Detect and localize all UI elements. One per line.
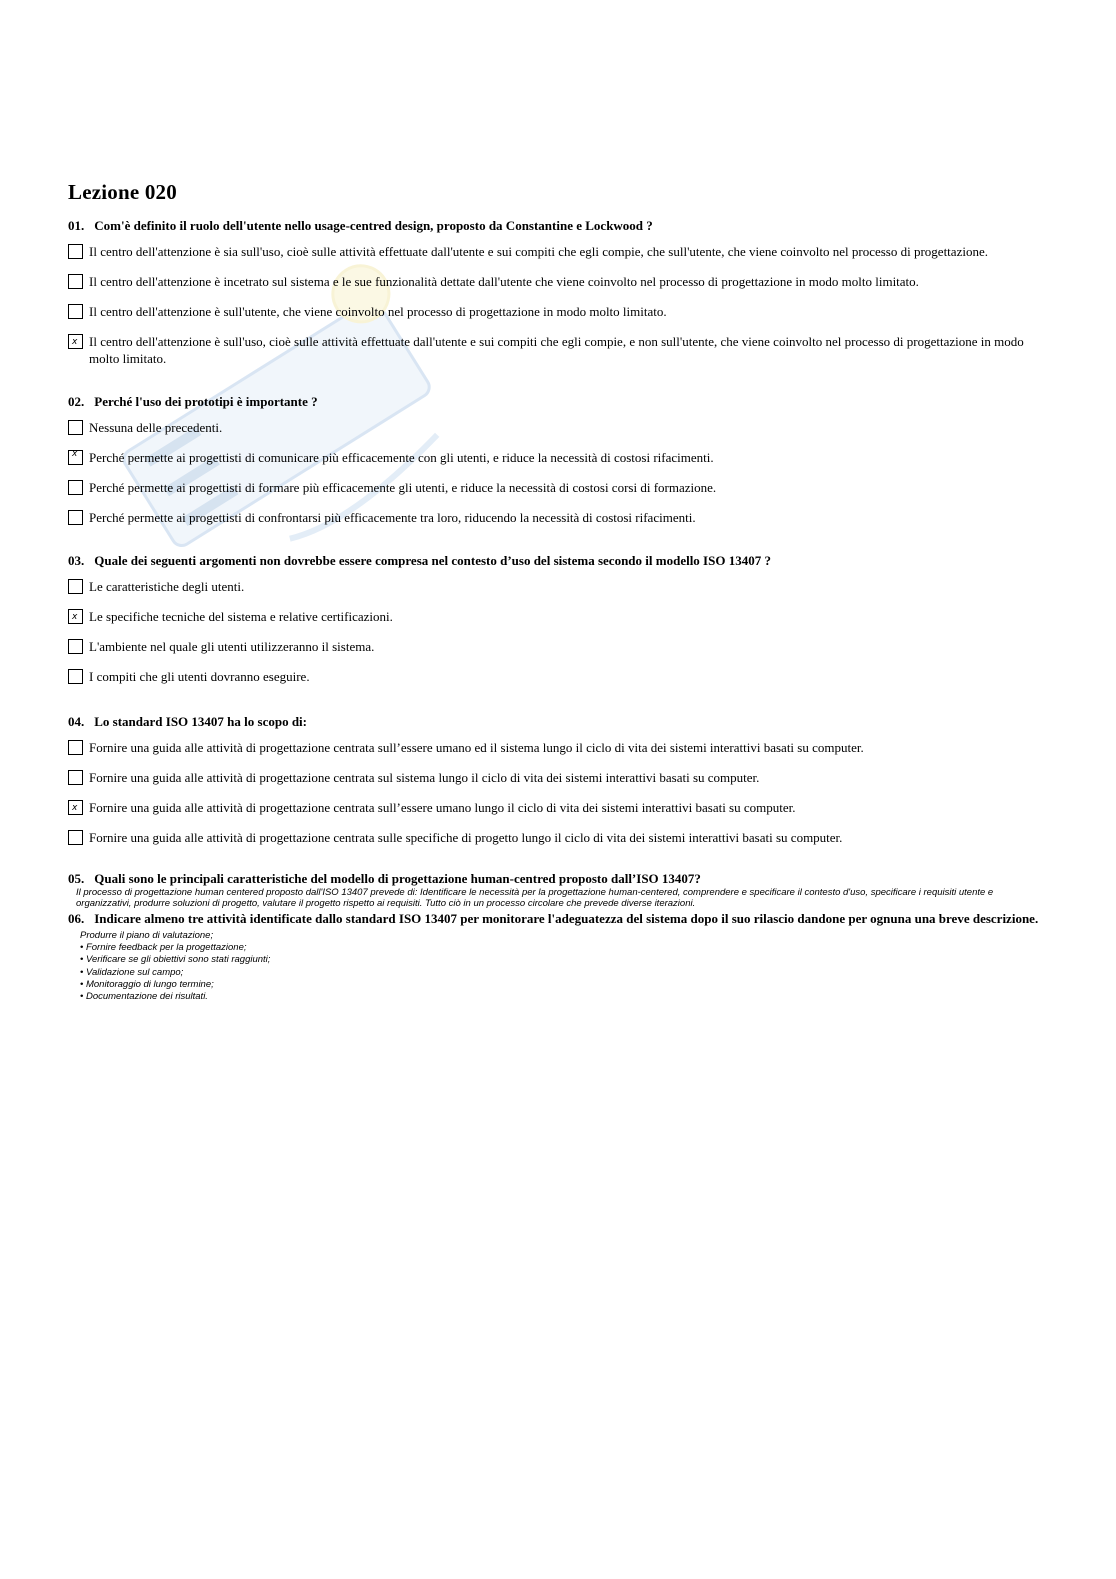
list-item: • Verificare se gli obiettivi sono stati raggiunti;	[80, 954, 271, 966]
answer-option: Fornire una guida alle attività di progettazione centrata sul sistema lungo il ciclo di vita dei sistemi interattivi basati su computer.	[68, 769, 1048, 786]
answer-option: x Perché permette ai progettisti di comunicare più efficacemente con gli utenti, e riduce la necessità di costosi rifacimenti.	[68, 449, 1048, 466]
answer-option: x Fornire una guida alle attività di progettazione centrata sull’essere umano lungo il ciclo di vita dei sistemi interattivi basati su computer.	[68, 799, 1048, 816]
question-05	[68, 871, 1048, 909]
answer-option: x Le specifiche tecniche del sistema e relative certificazioni.	[68, 608, 1048, 625]
question-02	[68, 394, 1048, 526]
checkbox-checked[interactable]: x	[68, 450, 83, 465]
answer-option: Il centro dell'attenzione è sia sull'uso, cioè sulle attività effettuate dall'utente e sui compiti che egli compie, che sull'utente, che viene coinvolto nel processo di progettazione.	[68, 243, 1048, 260]
answer-option: I compiti che gli utenti dovranno eseguire.	[68, 668, 1048, 685]
answer-option: Il centro dell'attenzione è sull'utente, che viene coinvolto nel processo di progettazione in modo molto limitato.	[68, 303, 1048, 320]
lesson-title: Lezione 020	[68, 180, 177, 204]
question-title: 06. Indicare almeno tre attività identificate dallo standard ISO 13407 per monitorare l'adeguatezza del sistema dopo il suo rilascio dandone per ognuna una breve descrizione.	[68, 911, 1039, 926]
list-item: • Fornire feedback per la progettazione;	[80, 942, 247, 954]
question-title: 01. Com'è definito il ruolo dell'utente nello usage-centred design, proposto da Constantine e Lockwood ?	[68, 218, 653, 233]
answer-option: L'ambiente nel quale gli utenti utilizzeranno il sistema.	[68, 638, 1048, 655]
checkbox-checked[interactable]: x	[68, 334, 83, 349]
answer-option: Le caratteristiche degli utenti.	[68, 578, 1048, 595]
checkbox[interactable]	[68, 480, 83, 495]
checkbox[interactable]	[68, 740, 83, 755]
checkbox[interactable]	[68, 669, 83, 684]
checkbox[interactable]	[68, 274, 83, 289]
checkbox[interactable]	[68, 830, 83, 845]
question-01	[68, 218, 1048, 367]
checkbox-checked[interactable]: x	[68, 800, 83, 815]
question-06	[68, 911, 1048, 1003]
question-03	[68, 553, 1048, 685]
answer-option: x Il centro dell'attenzione è sull'uso, cioè sulle attività effettuate dall'utente e sui compiti che egli compie, e non sull'utente, che viene coinvolto nel processo di progettazione in modo molto limitato.	[68, 333, 1048, 367]
checkbox[interactable]	[68, 770, 83, 785]
answer-option: Il centro dell'attenzione è incetrato sul sistema e le sue funzionalità dettate dall'utente che viene coinvolto nel processo di progettazione in modo molto limitato.	[68, 273, 1048, 290]
checkbox[interactable]	[68, 639, 83, 654]
checkbox[interactable]	[68, 420, 83, 435]
question-title: 03. Quale dei seguenti argomenti non dovrebbe essere compresa nel contesto d’uso del sistema secondo il modello ISO 13407 ?	[68, 553, 771, 568]
checkbox[interactable]	[68, 510, 83, 525]
question-title: 05. Quali sono le principali caratteristiche del modello di progettazione human-centred proposto dall’ISO 13407?	[68, 871, 701, 886]
checkbox[interactable]	[68, 304, 83, 319]
list-item: Produrre il piano di valutazione;	[80, 930, 214, 941]
list-item: • Monitoraggio di lungo termine;	[80, 978, 214, 990]
checkbox-checked[interactable]: x	[68, 609, 83, 624]
question-title: 04. Lo standard ISO 13407 ha lo scopo di:	[68, 714, 307, 729]
answer-option: Fornire una guida alle attività di progettazione centrata sull’essere umano ed il sistema lungo il ciclo di vita dei sistemi interattivi basati su computer.	[68, 739, 1048, 756]
checkbox[interactable]	[68, 579, 83, 594]
answer-option: Perché permette ai progettisti di confrontarsi più efficacemente tra loro, riducendo la necessità di costosi rifacimenti.	[68, 509, 1048, 526]
document-page	[68, 180, 1048, 1003]
answer-option: Fornire una guida alle attività di progettazione centrata sulle specifiche di progetto lungo il ciclo di vita dei sistemi interattivi basati su computer.	[68, 829, 1048, 846]
list-item: • Documentazione dei risultati.	[80, 991, 208, 1003]
answer-option: Perché permette ai progettisti di formare più efficacemente gli utenti, e riduce la necessità di costosi corsi di formazione.	[68, 479, 1048, 496]
question-title: 02. Perché l'uso dei prototipi è importante ?	[68, 394, 318, 409]
question-04	[68, 714, 1048, 846]
answer-text: Il processo di progettazione human centered proposto dall'ISO 13407 prevede di: Identificare le necessità per la progettazione human-centered, comprendere e specificare il contesto d'uso, specificare i requisiti utente e organizzativi, produrre soluzioni di progetto, valutare il progetto rispetto ai requisiti. Tutto ciò in un processo circolare che prevede diverse iterazioni.	[76, 887, 994, 909]
list-item: • Validazione sul campo;	[80, 966, 184, 978]
checkbox[interactable]	[68, 244, 83, 259]
answer-option: Nessuna delle precedenti.	[68, 419, 1048, 436]
answer-list	[80, 930, 1048, 1003]
